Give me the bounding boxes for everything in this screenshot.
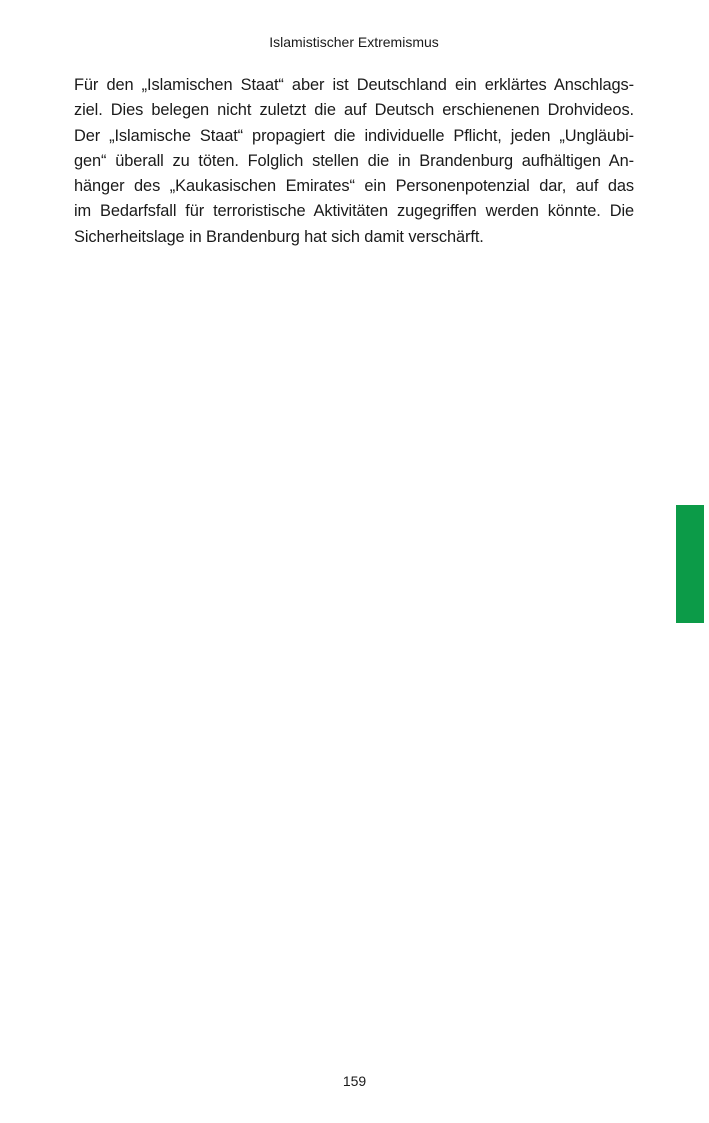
- paragraph-line: Der „Islamische Staat“ propagiert die individuelle Pflicht, jeden „Ungläubi-: [74, 126, 634, 145]
- running-header: Islamistischer Extremismus: [269, 34, 439, 50]
- paragraph-line: ziel. Dies belegen nicht zuletzt die auf Deutsch erschienenen Drohvideos.: [74, 101, 634, 120]
- paragraph-line: hänger des „Kaukasischen Emirates“ ein Personenpotenzial dar, auf das: [74, 177, 634, 196]
- paragraph-line: gen“ überall zu töten. Folglich stellen die in Brandenburg aufhältigen An-: [74, 151, 634, 170]
- page-number: 159: [342, 1073, 367, 1089]
- body-paragraph: [74, 73, 634, 250]
- paragraph-line: Sicherheitslage in Brandenburg hat sich damit verschärft.: [74, 227, 484, 246]
- chapter-edge-tab-marker: [676, 505, 704, 623]
- paragraph-line: Für den „Islamischen Staat“ aber ist Deutschland ein erklärtes Anschlags-: [74, 76, 634, 94]
- paragraph-line: im Bedarfsfall für terroristische Aktivitäten zugegriffen werden könnte. Die: [74, 202, 634, 221]
